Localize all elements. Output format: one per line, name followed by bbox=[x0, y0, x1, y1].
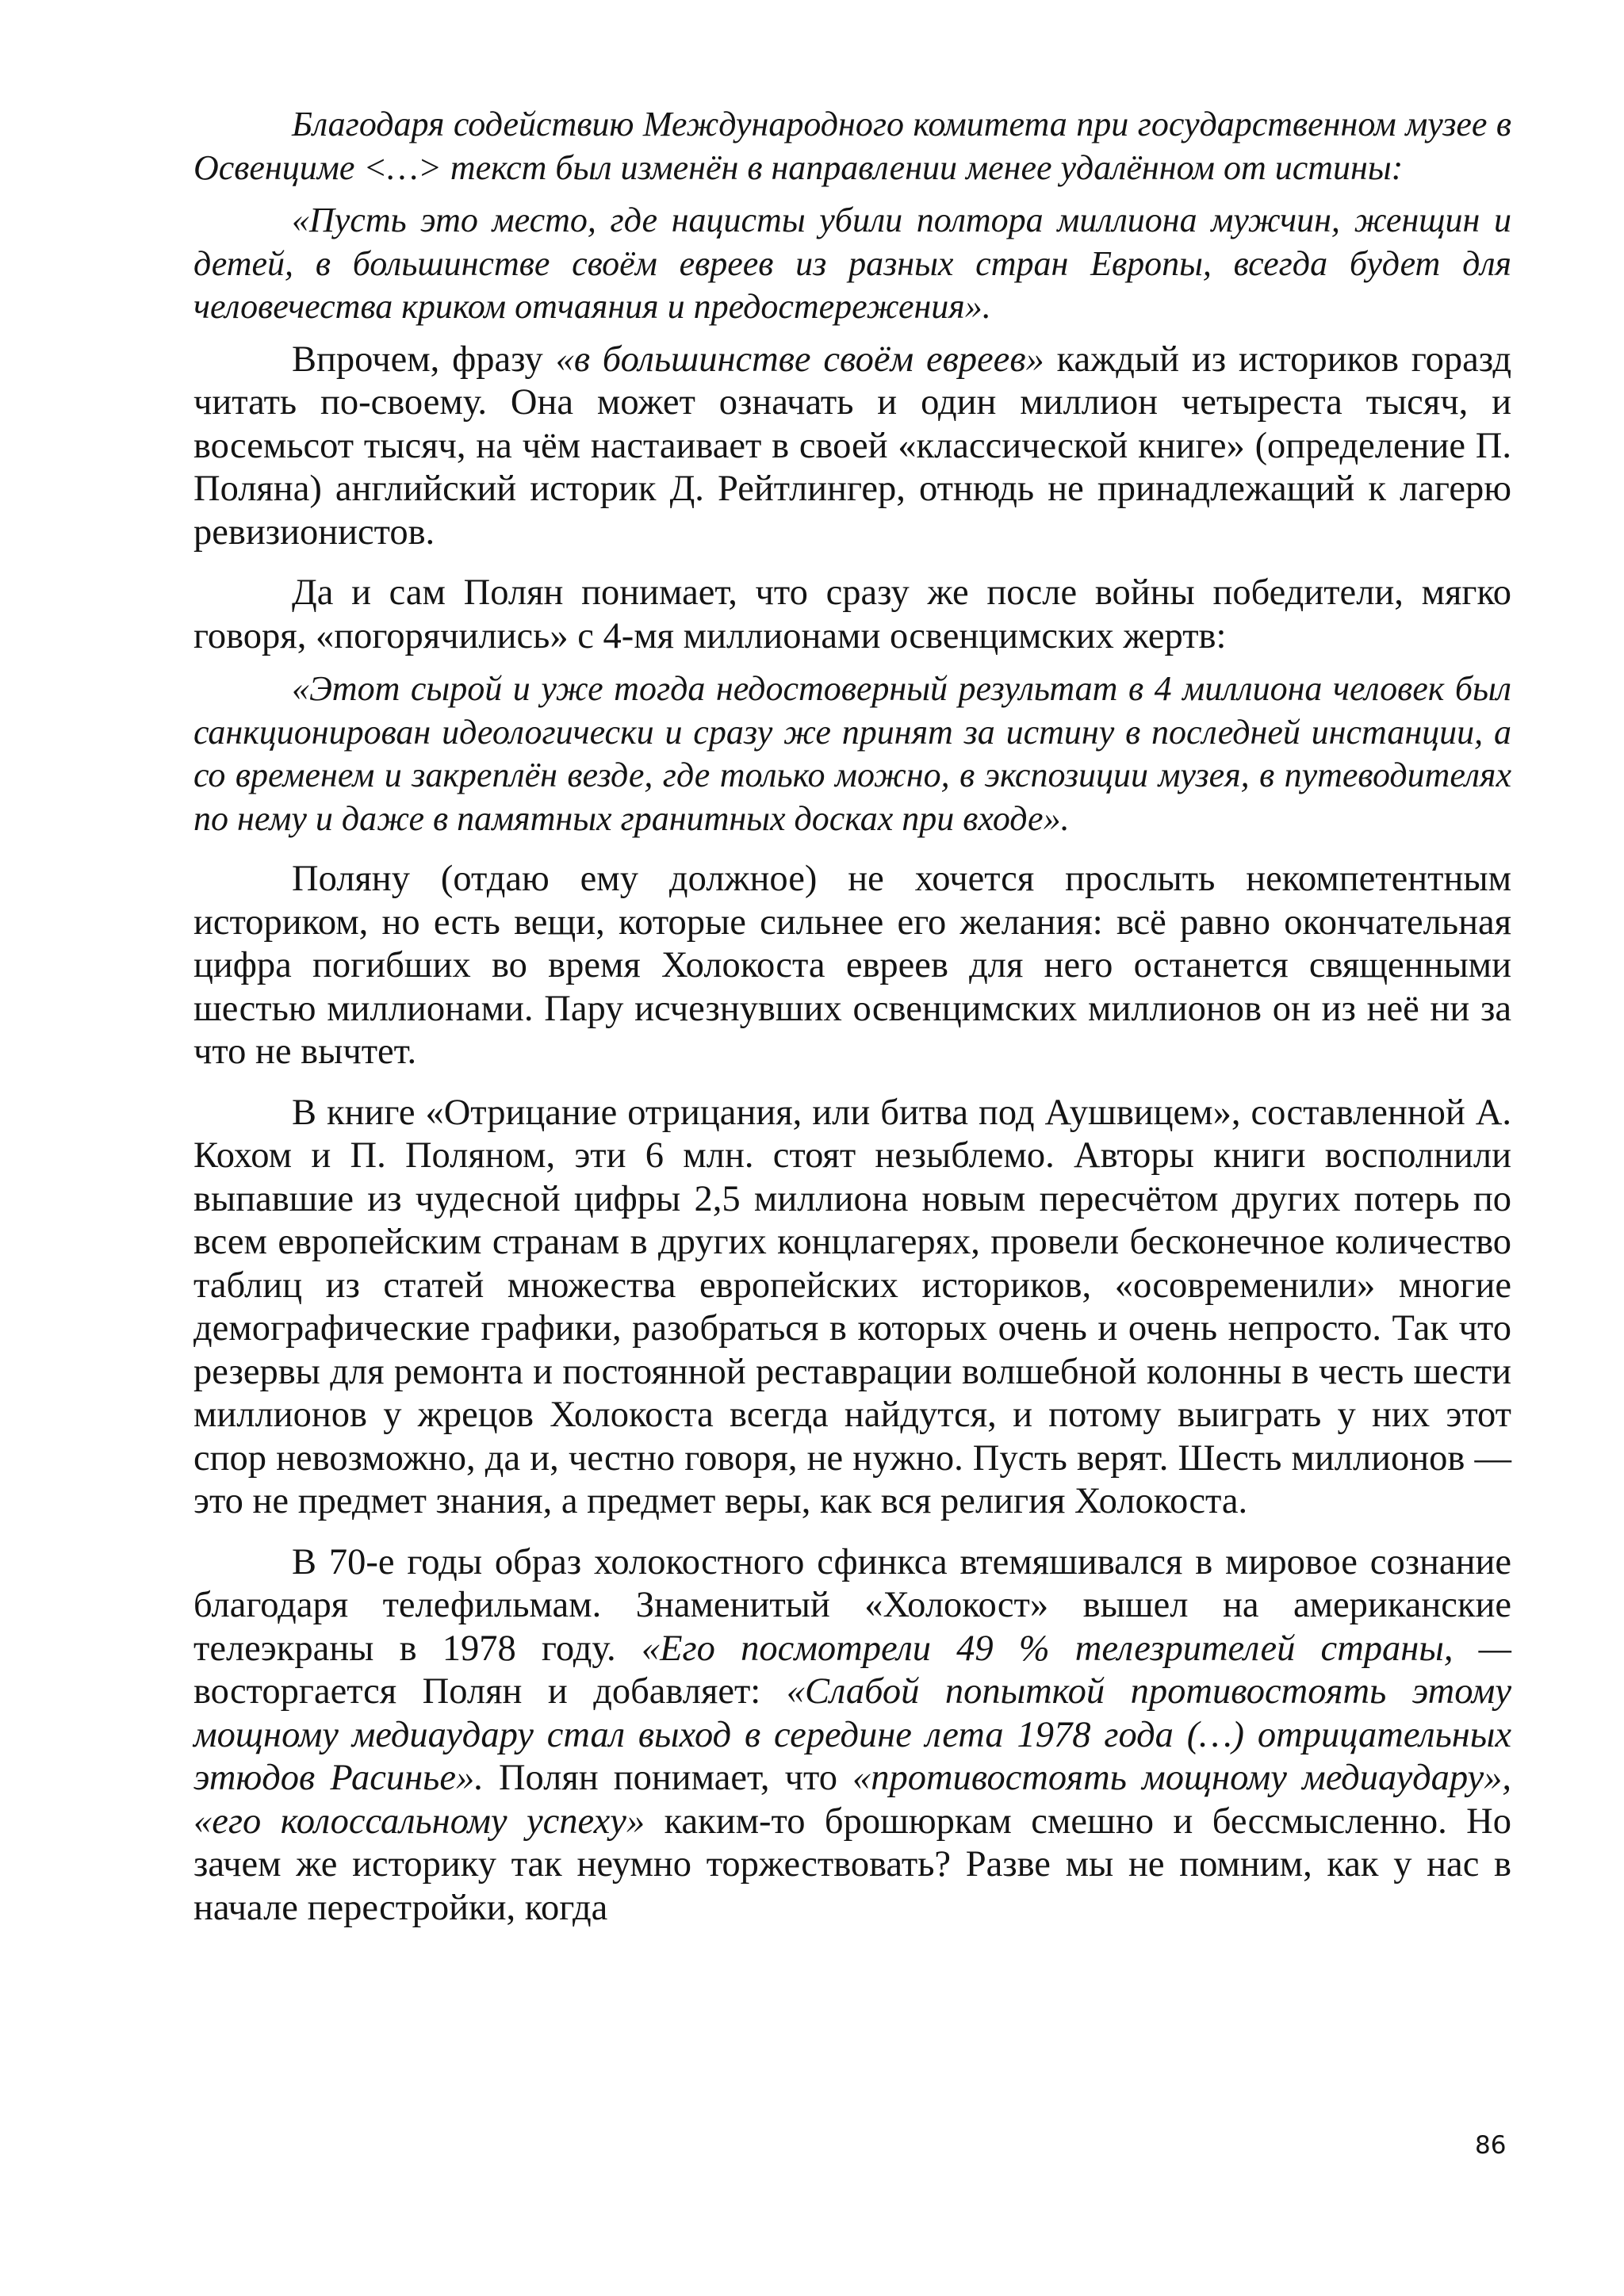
text-span: восторгается Полян и добавляет: bbox=[193, 1671, 787, 1712]
paragraph-polyan: Поляну (отдаю ему должное) не хочется прослыть некомпетентным историком, но есть вещи, которые сильнее его желания: всё равно окончательная цифра погибших во время Холокоста евреев для него останется священными шестью миллионами. Пару исчезнувших освенцимских миллионов он из неё ни за что не вычтет. bbox=[193, 859, 1511, 1072]
text-span: каждый из историков горазд читать по-своему. Она может означать и один миллион четыреста тысяч, и восемьсот тысяч, на чём настаивает в своей «классической книге» (определение П. Поляна) английский историк Д. Рейтлингер, отнюдь не принадлежащий к лагерю ревизионистов. bbox=[193, 339, 1511, 553]
italic-quote: «Его посмотрели 49 % телезрителей страны, — bbox=[641, 1628, 1511, 1669]
paragraph-victors: Да и сам Полян понимает, что сразу же после войны победители, мягко говоря, «погорячились» с 4-мя миллионами освенцимских жертв: bbox=[193, 572, 1511, 656]
text-span: В 70-е годы образ холокостного сфинкса втемяшивался в мировое сознание благодаря телефильмам. Знаменитый «Холокост» вышел на американские телеэкраны в 1978 году. bbox=[193, 1541, 1511, 1669]
quote-four-million: «Этот сырой и уже тогда недостоверный результат в 4 миллиона человек был санкционирован идеологически и сразу же принят за истину в последней инстанции, а со временем и закреплён везде, где только можно, в экспозиции музея, в путеводителях по нему и даже в памятных гранитных досках при входе». bbox=[193, 669, 1511, 838]
page-number: 86 bbox=[1475, 2131, 1507, 2160]
text-span: каким-то брошюркам смешно и бессмысленно. Но зачем же историку так неумно торжествовать? Разве мы не помним, как у нас в начале перестройки, когда bbox=[193, 1800, 1511, 1928]
italic-quote: «Слабой попыткой противостоять этому мощному медиаудару стал выход в середине лета 1978 года (…) отрицательных этюдов Расинье». bbox=[193, 1671, 1511, 1798]
italic-quote: «в большинстве своём евреев» bbox=[555, 339, 1044, 380]
intro-paragraph: Благодаря содействию Международного комитета при государственном музее в Освенциме <…> текст был изменён в направлении менее удалённом от истины: bbox=[193, 105, 1511, 187]
quote-auschwitz-plaque: «Пусть это место, где нацисты убили полтора миллиона мужчин, женщин и детей, в большинстве своём евреев из разных стран Европы, всегда будет для человечества криком отчаяния и предостережения». bbox=[193, 201, 1511, 326]
paragraph-reitlinger bbox=[193, 339, 1511, 555]
document-page bbox=[193, 103, 1511, 1930]
italic-quote: «противостоять мощному медиаудару», «его колоссальному успеху» bbox=[193, 1758, 1512, 1842]
text-span: Впрочем, фразу bbox=[292, 339, 556, 380]
paragraph-book: В книге «Отрицание отрицания, или битва под Аушвицем», составленной А. Кохом и П. Поляном, эти 6 млн. стоят незыблемо. Авторы книги восполнили выпавшие из чудесной цифры 2,5 миллиона новым пересчётом других потерь по всем европейским странам в других концлагерях, провели бесконечное количество таблиц из статей множества европейских историков, «осовременили» многие демографические графики, разобраться в которых очень и очень непросто. Так что резервы для ремонта и постоянной реставрации волшебной колонны в честь шести миллионов у жрецов Холокоста всегда найдутся, и потому выиграть у них этот спор невозможно, да и, честно говоря, не нужно. Пусть верят. Шесть миллионов — это не предмет знания, а предмет веры, как вся религия Холокоста. bbox=[193, 1092, 1511, 1521]
paragraph-seventies bbox=[193, 1541, 1511, 1931]
text-span: Полян понимает, что bbox=[483, 1758, 853, 1798]
